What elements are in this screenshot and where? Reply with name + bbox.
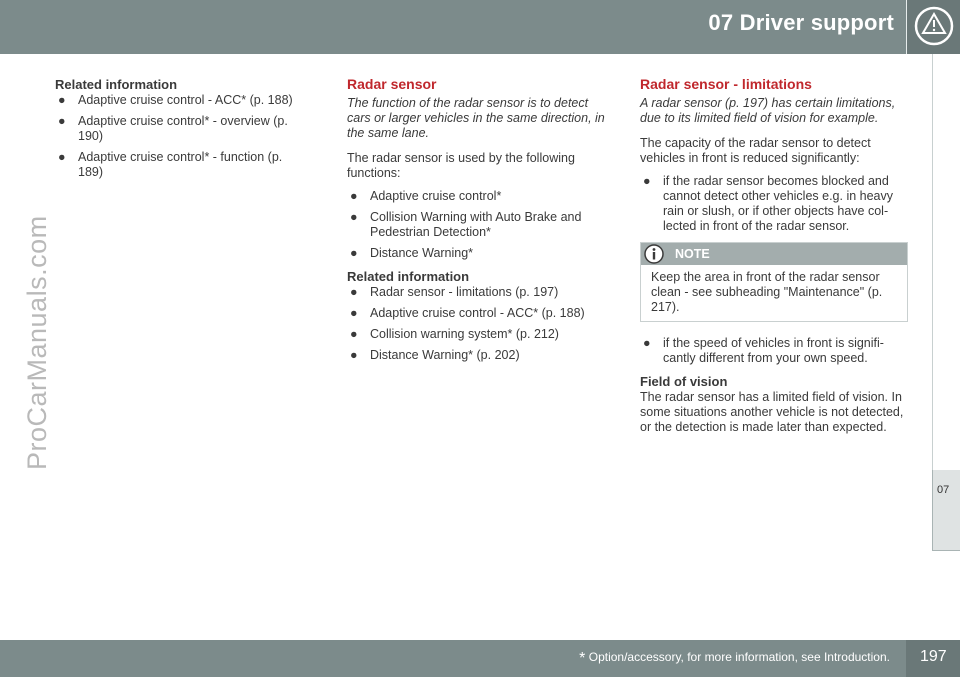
bullet-icon: ● — [350, 285, 358, 299]
bullet-icon: ● — [643, 336, 651, 350]
page-number: 197 — [920, 648, 947, 665]
limitations-list — [640, 336, 908, 366]
list-item: ● if the speed of vehicles in front is signifi-cantly different from your own speed. — [643, 336, 884, 365]
note-box — [640, 242, 908, 322]
bullet-icon: ● — [350, 348, 358, 362]
bullet-icon: ● — [58, 93, 66, 107]
footer-note-text: Option/accessory, for more information, see Introduction. — [585, 650, 890, 664]
related-link[interactable]: ● Adaptive cruise control - ACC* (p. 188) — [350, 306, 585, 320]
bullet-icon: ● — [58, 150, 66, 164]
bullet-icon: ● — [350, 210, 358, 224]
related-link[interactable]: ● Distance Warning* (p. 202) — [350, 348, 520, 362]
note-text: Keep the area in front of the radar sensor clean - see subheading "Maintenance" (p. 217). — [651, 270, 883, 314]
bullet-icon: ● — [643, 174, 651, 188]
bullet-icon: ● — [350, 189, 358, 203]
related-info-list — [347, 285, 605, 363]
limitations-list — [640, 174, 908, 234]
section-title: Radar sensor - limitations — [640, 76, 812, 92]
footer-star: * — [579, 650, 586, 667]
watermark: ProCarManuals.com — [22, 215, 52, 470]
column-3 — [640, 77, 908, 443]
related-link[interactable]: ● Adaptive cruise control* - function (p. 189) — [58, 150, 283, 179]
note-title: NOTE — [675, 247, 710, 261]
related-link[interactable]: ● Adaptive cruise control* - overview (p. 190) — [58, 114, 288, 143]
related-info-heading: Related information — [347, 269, 470, 284]
bullet-icon: ● — [58, 114, 66, 128]
note-header — [641, 243, 907, 265]
related-link[interactable]: ● Radar sensor - limitations (p. 197) — [350, 285, 559, 299]
related-link[interactable]: ● Adaptive cruise control - ACC* (p. 188) — [58, 93, 293, 107]
body-text: The radar sensor is used by the following functions: — [347, 151, 575, 180]
related-link[interactable]: ● Collision warning system* (p. 212) — [350, 327, 559, 341]
side-strip — [932, 54, 960, 470]
warning-triangle-icon — [914, 5, 954, 47]
list-item: ● Collision Warning with Auto Brake and Pedestrian Detection* — [350, 210, 582, 239]
related-info-list — [55, 93, 310, 180]
list-item: ● Distance Warning* — [350, 246, 474, 260]
body-text: The capacity of the radar sensor to detect vehicles in front is reduced significantly: — [640, 136, 871, 165]
footer-note — [579, 650, 890, 668]
column-2 — [347, 77, 605, 371]
bullet-icon: ● — [350, 246, 358, 260]
functions-list — [347, 189, 605, 261]
column-1 — [55, 77, 310, 188]
chapter-side-tab-label: 07 — [937, 484, 950, 496]
chapter-side-tab — [932, 470, 960, 551]
list-item: ● Adaptive cruise control* — [350, 189, 502, 203]
list-item: ● if the radar sensor becomes blocked and cannot detect other vehicles e.g. in heavy rain or slush, or if other objects have col-lected in front of the radar sensor. — [643, 174, 894, 233]
header-icon-box — [906, 0, 960, 54]
bullet-icon: ● — [350, 306, 358, 320]
field-of-vision-text: The radar sensor has a limited field of vision. In some situations another vehicle is not detected, or the detection is made later than expected. — [640, 390, 904, 434]
section-title: Radar sensor — [347, 76, 437, 92]
section-intro: A radar sensor (p. 197) has certain limitations, due to its limited field of vision for example. — [640, 96, 896, 125]
info-icon — [642, 243, 666, 265]
field-of-vision-heading: Field of vision — [640, 374, 728, 389]
bullet-icon: ● — [350, 327, 358, 341]
section-intro: The function of the radar sensor is to detect cars or larger vehicles in the same direction, in the same lane. — [347, 96, 605, 140]
chapter-title: 07 Driver support — [708, 10, 894, 35]
related-info-heading: Related information — [55, 77, 178, 92]
